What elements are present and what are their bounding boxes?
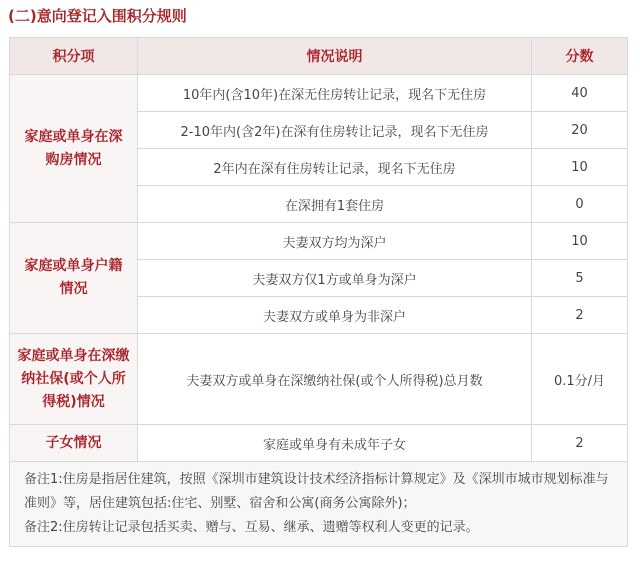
row-description: 2-10年内(含2年)在深有住房转让记录，现名下无住房	[138, 112, 532, 149]
row-description: 夫妻双方均为深户	[138, 223, 532, 260]
table-row	[10, 334, 628, 425]
header-category: 积分项	[10, 38, 138, 75]
row-description: 夫妻双方或单身为非深户	[138, 297, 532, 334]
table-header-row	[10, 38, 628, 75]
row-description: 10年内(含10年)在深无住房转让记录，现名下无住房	[138, 75, 532, 112]
notes-row	[10, 462, 628, 547]
row-score: 10	[532, 149, 628, 186]
category-label: 子女情况	[45, 434, 102, 451]
table-row	[10, 223, 628, 260]
row-score: 10	[532, 223, 628, 260]
table-row	[10, 75, 628, 112]
category-label: 家庭或单身在深缴纳社保(或个人所得税)情况	[17, 347, 130, 410]
category-label: 家庭或单身户籍情况	[24, 258, 123, 297]
row-description: 2年内在深有住房转让记录，现名下无住房	[138, 149, 532, 186]
row-score: 20	[532, 112, 628, 149]
row-description: 夫妻双方仅1方或单身为深户	[138, 260, 532, 297]
points-rules-table	[9, 37, 628, 547]
row-score: 5	[532, 260, 628, 297]
category-housing	[10, 75, 138, 223]
row-score: 0	[532, 186, 628, 223]
header-score: 分数	[532, 38, 628, 75]
row-score: 2	[532, 297, 628, 334]
note-2: 备注2:住房转让记录包括买卖、赠与、互易、继承、遗赠等权利人变更的记录。	[24, 520, 479, 535]
row-description: 家庭或单身有未成年子女	[138, 425, 532, 462]
header-description: 情况说明	[138, 38, 532, 75]
row-score: 2	[532, 425, 628, 462]
category-children	[10, 425, 138, 462]
table-row	[10, 425, 628, 462]
row-score: 40	[532, 75, 628, 112]
notes-cell	[10, 462, 628, 547]
category-social-security	[10, 334, 138, 425]
category-label: 家庭或单身在深购房情况	[24, 128, 123, 168]
row-description: 在深拥有1套住房	[138, 186, 532, 223]
note-1: 备注1:住房是指居住建筑，按照《深圳市建筑设计技术经济指标计算规定》及《深圳市城市规划标准与准则》等，居住建筑包括:住宅、别墅、宿舍和公寓(商务公寓除外)；	[24, 472, 609, 511]
section-title: (二)意向登记入围积分规则	[8, 7, 187, 25]
row-description: 夫妻双方或单身在深缴纳社保(或个人所得税)总月数	[138, 334, 532, 425]
row-score: 0.1分/月	[532, 334, 628, 425]
category-hukou	[10, 223, 138, 334]
